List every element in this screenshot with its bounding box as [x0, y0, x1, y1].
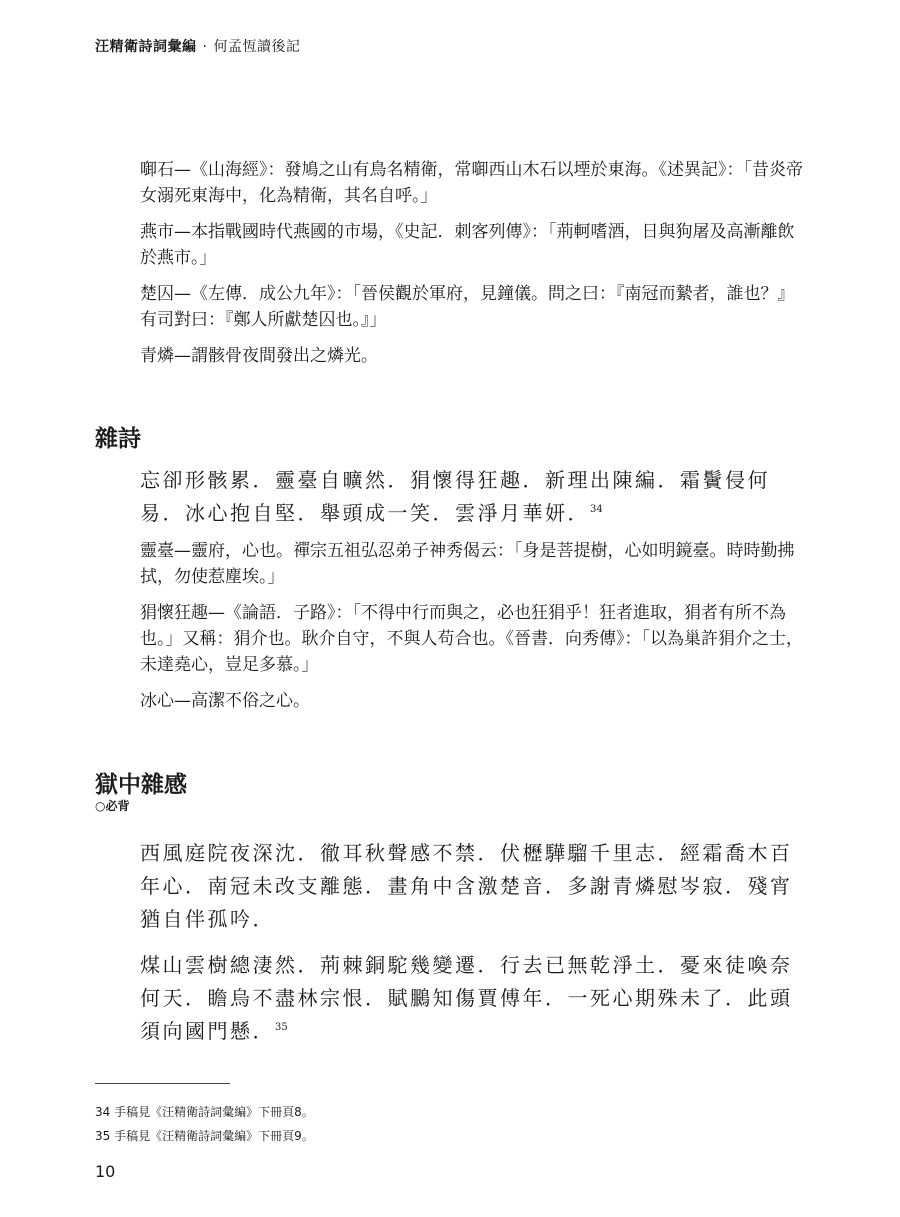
annotation: 燕市—本指戰國時代燕國的市場，《史記．刺客列傳》：「荊軻嗜酒，日與狗屠及高漸離飲於燕市。」 — [140, 222, 795, 268]
annotation: 冰心—高潔不俗之心。 — [140, 691, 310, 711]
poem-stanza: 煤山雲樹總淒然．荊棘銅駝幾變遷．行去已無乾淨土．憂來徒喚奈何天．瞻烏不盡林宗恨．賦鵩知傷賈傅年．一死心期殊未了．此頭須向國門懸． — [140, 953, 793, 1043]
annotations-top — [140, 157, 805, 379]
poem-text — [140, 949, 810, 1048]
page-number: 10 — [95, 1162, 116, 1181]
header-separator: · — [202, 39, 208, 55]
section-title: 何孟恆讀後記 — [213, 39, 301, 55]
annotation: 青燐—謂骸骨夜間發出之燐光。 — [140, 346, 378, 366]
poem-stanza: 西風庭院夜深沈．徹耳秋聲感不禁．伏櫪驊騮千里志．經霜喬木百年心．南冠未改支離態．畫角中含激楚音．多謝青燐慰岑寂．殘宵猶自伴孤吟． — [140, 841, 793, 931]
poem-title: 雜詩 — [95, 425, 141, 452]
running-header — [95, 36, 300, 56]
book-title: 汪精衛詩詞彙編 — [95, 39, 197, 55]
footnotes — [95, 1100, 314, 1148]
annotation: 楚囚—《左傳．成公九年》：「晉侯觀於軍府，見鐘儀。問之曰：『南冠而縶者，誰也？』有司對曰：『鄭人所獻楚囚也。』」 — [140, 284, 795, 330]
footnote-divider — [95, 1083, 230, 1084]
annotations-mid — [140, 538, 805, 724]
must-memorize-tag: ○必背 — [95, 799, 130, 813]
footnote-ref[interactable]: 35 — [275, 1022, 288, 1033]
annotation: 狷懷狂趣—《論語．子路》：「不得中行而與之，必也狂狷乎！狂者進取，狷者有所不為也。」又稱：狷介也。耿介自守，不與人苟合也。《晉書．向秀傳》：「以為巢許狷介之士，未達堯心，豈足多慕。」 — [140, 603, 803, 675]
poem-body — [140, 837, 810, 1061]
annotation: 靈臺—靈府，心也。禪宗五祖弘忍弟子神秀偈云：「身是菩提樹，心如明鏡臺。時時勤拂拭，勿使惹塵埃。」 — [140, 541, 795, 587]
footnote: 35 手稿見《汪精衛詩詞彙編》下冊頁9。 — [95, 1129, 314, 1143]
annotation: 啣石—《山海經》：發鳩之山有鳥名精衛，常啣西山木石以堙於東海。《述異記》：「昔炎帝女溺死東海中，化為精衛，其名自呼。」 — [140, 160, 803, 206]
poem-title: 獄中雜感 — [95, 771, 187, 798]
poem-line: 忘卻形骸累．靈臺自曠然．狷懷得狂趣．新理出陳編．霜鬢侵何易．冰心抱自堅．舉頭成一笑．雲淨月華妍． — [140, 468, 770, 525]
footnote: 34 手稿見《汪精衛詩詞彙編》下冊頁8。 — [95, 1105, 314, 1119]
poem-text — [140, 464, 810, 530]
poem-body — [140, 464, 810, 543]
footnote-ref[interactable]: 34 — [590, 504, 603, 515]
